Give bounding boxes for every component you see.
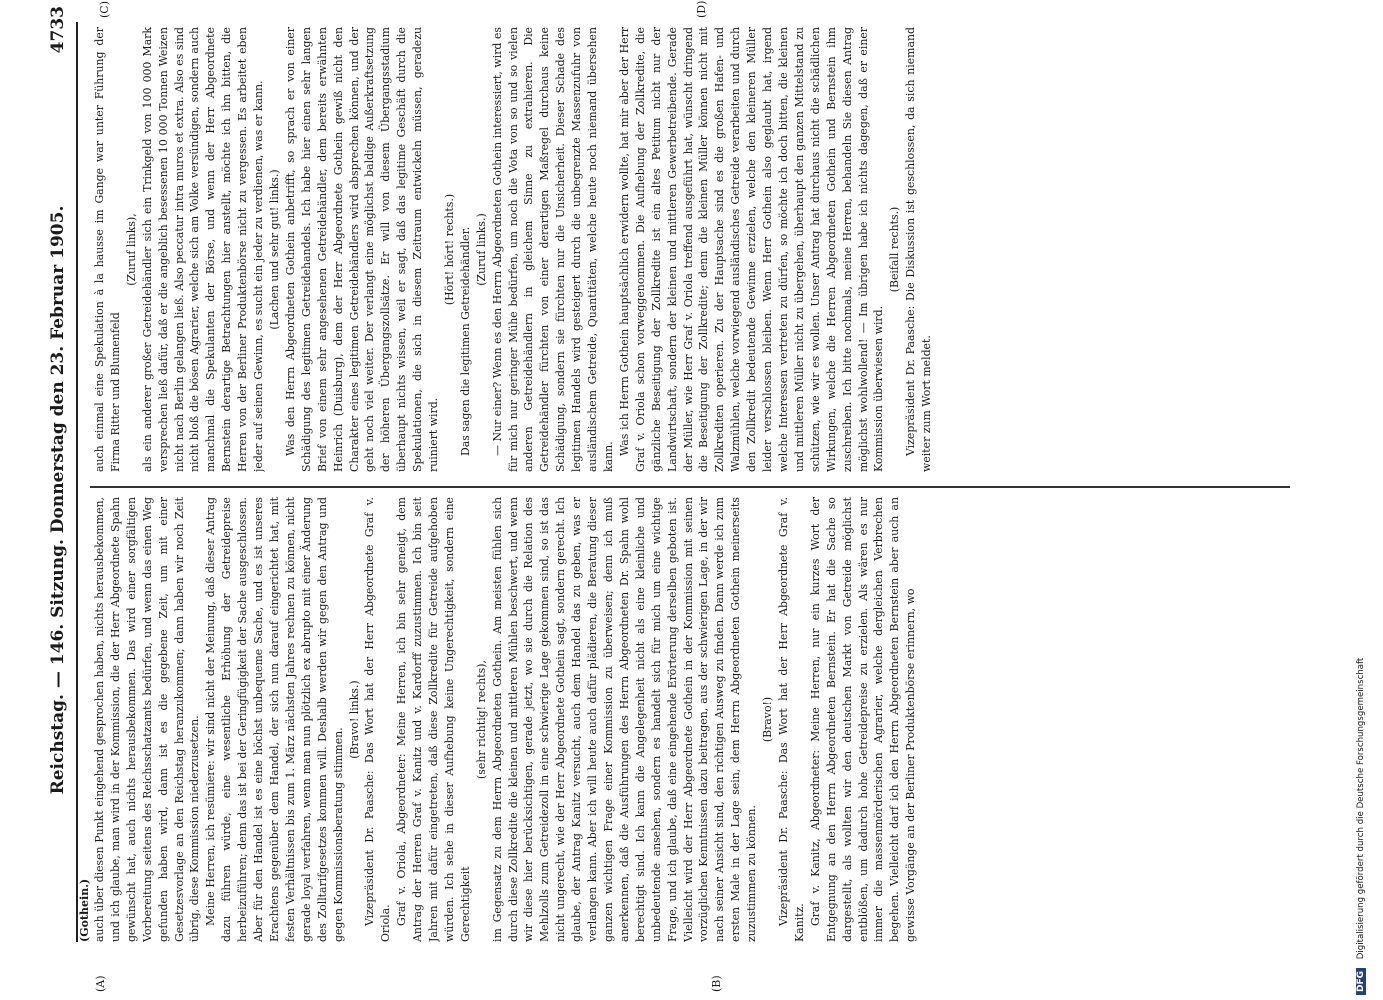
paragraph: auch über diesen Punkt eingehend gesprochen haben, nichts herausbekommen, und ich glaube, man wird in der Kommission, die der Herr Abgeordnete Spahn gewünscht hat, auch nichts herausbekommen. Das wird einer sorgfältigen Vorbereitung seitens des Reichsschatzamts bedürfen, und wenn das einen Weg gefunden haben wird, dann ist es die gegebene Zeit, um mit einer Gesetzesvorlage an den Reichstag heranzukommen; dann haben wir noch Zeit übrig, diese Kommission niederzusetzen. [93, 497, 202, 942]
paragraph: Das sagen die legitimen Getreidehändler. [458, 226, 472, 456]
interjection: (Bravo!) [761, 696, 775, 743]
interjection: (Bravo! links.) [347, 680, 361, 759]
paragraph: Meine Herren, ich resümiere: wir sind nicht der Meinung, daß dieser Antrag dazu führen würde, eine wesentliche Erhöhung der Getreidepreise herbeizuführen; denn das ist bei der Geringfügigkeit der Sache ausgeschlossen. Aber für den Handel ist es eine höchst unbequeme Sache, und es ist unseres Erachtens gegenüber dem Handel, der sich nun darauf eingerichtet hat, mit festen Verhältnissen bis zum 1. März nächsten Jahres rechnen zu können, nicht gerade loyal verfahren, wenn man nun plötzlich ex abrupto mit einer Änderung des Zolltarifgesetzes kommen will. Deshalb werden wir gegen den Antrag und gegen Kommissionsberatung stimmen. [204, 497, 345, 942]
interjection: (Zuruf links.) [474, 213, 488, 286]
paragraph: — Nur einer? Wenn es den Herrn Abgeordneten Gothein interessiert, wird es für mich nur geringer Mühe bedürfen, um noch die Vota von so und so vielen anderen Getreidehändlern in gleichem Sinne zu extrahieren. Die Getreidehändler fürchten von einer derartigen Maßregel durchaus keine Schädigung, sondern sie fürchten nur die Unsicherheit. Dieser Schade des legitimen Handels wird gesteigert durch die unbegrenzte Massenzufuhr von ausländischem Getreide, Quantitäten, welche heute noch niemand übersehen kann. [490, 27, 615, 472]
paragraph: Graf v. Oriola, Abgeordneter: Meine Herren, ich bin sehr geneigt, dem Antrag der Herren Graf v. Kanitz und v. Kardorff zuzustimmen. Ich bin seit Jahren mit dafür eingetreten, daß diese Zollkredite für Getreide aufgehoben würden. Ich sehe in dieser Aufhebung keine Ungerechtigkeit, sondern eine Gerechtigkeit [395, 497, 472, 942]
paragraph: im Gegensatz zu dem Herrn Abgeordneten Gothein. Am meisten fühlen sich durch diese Zollkredite die kleinen und mittleren Mühlen beschwert, und wenn wir diese hier berücksichtigen, gerade jetzt, wo sie durch die Relation des Mehlzolls zum Getreidezoll in eine schwierige Lage gekommen sind, so ist das nicht ungerecht, wie der Herr Abgeordnete Gothein sagt, sondern gerecht. Ich glaube, der Antrag Kanitz versucht, auch dem Handel das zu geben, was er verlangen kann. Aber ich will heute auch dafür plädieren, die Beratung dieser ganzen wichtigen Frage einer Kommission zu überweisen; denn ich muß anerkennen, daß die Ausführungen des Herrn Abgeordneten Dr. Spahn wohl berechtigt sind. Ich kann die Angelegenheit nicht als eine kleinliche und unbedeutende ansehen, sondern es handelt sich für mich um eine wichtige Frage, und ich glaube, daß eine eingehende Erörterung derselben geboten ist. Vielleicht wird der Herr Abgeordnete Gothein in der Kommission mit seinen vorzüglichen Kenntnissen dazu beitragen, aus der schwierigen Lage, in der wir nach seiner Ansicht sind, den richtigen Ausweg zu finden. Dann werde ich zum ersten Male in der Lage sein, dem Herrn Abgeordneten Gothein meinerseits zuzustimmen zu können. [490, 497, 759, 942]
column-separator [90, 487, 1290, 489]
paragraph: als ein anderer großer Getreidehändler sich ein Trinkgeld von 100 000 Mark versprechen ließ dafür, daß er die angeblich besessenen 10 000 Tonnen Weizen nicht nach Berlin gelangen ließ. Also peccatur intra muros et extra. Also es sind nicht bloß die bösen Agrarier, welche sich am Volke versündigen, sondern auch manchmal die Spekulanten der Börse, und wenn der Herr Abgeordnete Bernstein derartige Betrachtungen hier anstellt, möchte ich ihn bitten, die Herren von der Berliner Produktenbörse nicht zu vergessen. Es arbeitet eben jeder auf seinen Gewinn, es sucht ein jeder zu verdienen, was er kann. [140, 27, 266, 472]
credit-text: Digitalisierung gefördert durch die Deutsche Forschungsgemeinschaft [1356, 657, 1366, 960]
margin-marker-a: (A) [94, 975, 107, 992]
digitization-credit [1356, 0, 1382, 1000]
speaker-line: Vizepräsident Dr. Paasche: Die Diskussion ist geschlossen, da sich niemand weiter zum Wort meldet. [904, 27, 934, 472]
paragraph: Was den Herrn Abgeordneten Gothein anbetrifft, so sprach er von einer Schädigung des legitimen Getreidehandels. Ich habe hier einen sehr langen Brief von einem sehr angesehenen Getreidehändler, dem bereits erwähnten Heinrich (Duisburg), dem der Herr Abgeordnete Gothein gewiß nicht den Charakter eines legitimen Getreidehändlers wird absprechen können, und der geht noch viel weiter. Der verlangt eine möglichst baldige Außerkraftsetzung der höheren Übergangszollsätze. Er will von diesem Übergangsstadium überhaupt nichts wissen, weil er sagt, daß das legitime Geschäft durch die Spekulationen, die sich in diesem Zeitraum entwickeln müssen, geradezu ruiniert wird. [283, 27, 441, 472]
paragraph: auch einmal eine Spekulation à la hausse im Gange war unter Führung der Firma Ritter und Blumenfeld [93, 27, 122, 472]
margin-marker-c: (C) [98, 1, 111, 18]
speaker-line: Vizepräsident Dr. Paasche: Das Wort hat der Herr Abgeordnete Graf v. Kanitz. [776, 497, 806, 942]
paragraph: Graf v. Kanitz, Abgeordneter: Meine Herren, nur ein kurzes Wort der Entgegnung an den Herrn Abgeordneten Bernstein. Er hat die Sache so dargestellt, als wollten wir den deutschen Markt von Getreide möglichst entblößen, um dadurch hohe Getreidepreise zu erzielen. Als wären es nur immer die massenmörderischen Agrarier, welche dergleichen Verbrechen begehen. Vielleicht darf ich den Herrn Abgeordneten Bernstein aber auch an gewisse Vorgänge an der Berliner Produktenbörse erinnern, wo [808, 497, 918, 942]
interjection: (Beifall rechts.) [888, 206, 902, 293]
header-rule [76, 22, 78, 942]
interjection: (Hört! hört! rechts.) [442, 193, 456, 306]
interjection: (Lachen und sehr gut! links.) [267, 169, 281, 330]
page-header [48, 0, 70, 1000]
paragraph: Was ich Herrn Gothein hauptsächlich erwidern wollte, hat mir aber der Herr Graf v. Oriola schon vorweggenommen. Die Aufhebung der Zollkredite, die gänzliche Beseitigung der Zollkredite ist ein altes Petitum nicht nur der Landwirtschaft, sondern der kleinen und mittleren Gewerbetreibende. Gerade der Müller, wie Herr Graf v. Oriola treffend ausgeführt hat, wünscht dringend die Beseitigung der Zollkredite; denn die kleinen Müller können nicht mit Zollkrediten operieren. Zu der Hauptsache sind es die großen Hafen- und Walzmühlen, welche vorwiegend ausländisches Getreide verarbeiten und durch den Zollkredit bedeutende Gewinne erzielen, welche den kleineren Müller leider verschlossen bleiben. Wenn Herr Gothein also geglaubt hat, irgend welche Interessen vertreten zu dürfen, so möchte ich doch bitten, die kleinen und mittleren Müller nicht zu übergehen, überhaupt den ganzen Mittelstand zu schützen, wie wir es wollen. Unser Antrag hat durchaus nicht die schädlichen Wirkungen, welche die Herren Abgeordneten Gothein und Bernstein ihm zuschreiben. Ich bitte nochmals, meine Herren, behandeln Sie diesen Antrag möglichst wohlwollend! — Im übrigen habe ich nichts dagegen, daß er einer Kommission überwiesen wird. [617, 27, 886, 472]
interjection: (sehr richtig! rechts), [474, 660, 488, 779]
header-title: Reichstag. — 146. Sitzung. Donnerstag den 23. Februar 1905. [48, 205, 68, 795]
right-column [92, 27, 1292, 472]
interjection: (Zuruf links), [124, 213, 138, 286]
margin-marker-d: (D) [695, 0, 708, 18]
page-number: 4733 [48, 6, 68, 54]
dfg-logo: DFG [1356, 968, 1366, 995]
running-speaker: (Gothein.) [78, 878, 91, 942]
margin-marker-b: (B) [710, 975, 723, 992]
speaker-line: Vizepräsident Dr. Paasche: Das Wort hat der Herr Abgeordnete Graf v. Oriola. [363, 497, 393, 942]
left-column [92, 497, 1292, 942]
